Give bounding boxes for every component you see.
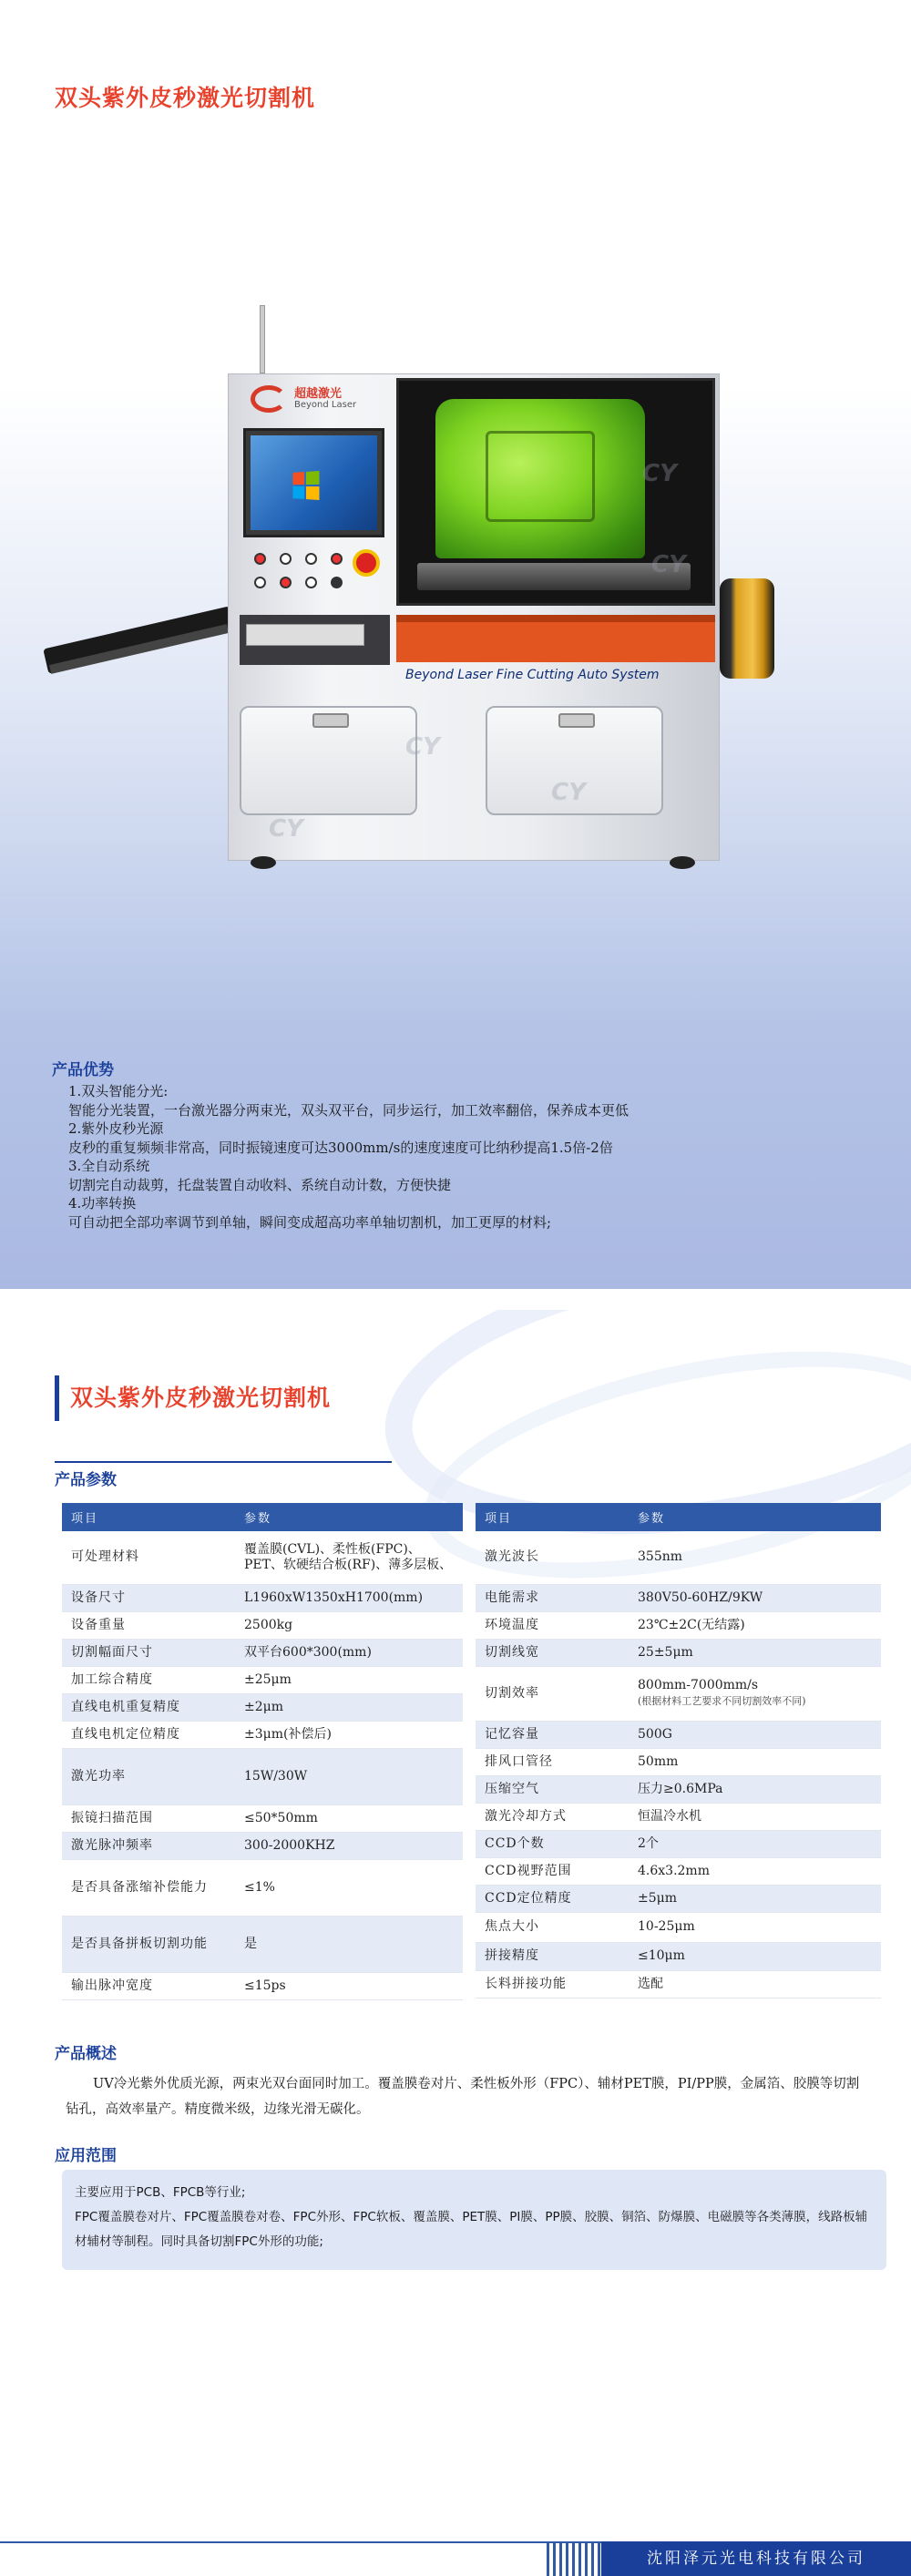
spec-value: 恒温冷水机 — [629, 1803, 881, 1830]
spec-value: ±5μm — [629, 1885, 881, 1912]
advantage-line: 2.紫外皮秒光源 — [68, 1120, 164, 1137]
foot-icon — [670, 856, 695, 869]
watermark: CY — [551, 779, 586, 806]
handle-icon — [312, 713, 349, 728]
logo-subtext: Beyond Laser — [294, 400, 357, 410]
spec-key: 输出脉冲宽度 — [62, 1972, 235, 1999]
red-button-icon — [331, 553, 343, 565]
spec-key: 切割幅面尺寸 — [62, 1639, 235, 1666]
spec-key: CCD定位精度 — [476, 1885, 629, 1912]
hero-title: 双头紫外皮秒激光切割机 — [55, 85, 316, 111]
spec-key: 排风口管径 — [476, 1748, 629, 1775]
machine-caption: Beyond Laser Fine Cutting Auto System — [405, 668, 660, 682]
signal-mast — [260, 305, 265, 373]
advantage-line: 智能分光装置，一台激光器分两束光，双头双平台，同步运行，加工效率翻倍，保养成本更低 — [68, 1101, 630, 1119]
spec-key: 长料拼接功能 — [476, 1970, 629, 1998]
control-buttons — [243, 544, 384, 608]
spec-key: 加工综合精度 — [62, 1666, 235, 1693]
spec-value: 23℃±2C(无结露) — [629, 1611, 881, 1639]
spec-key: 激光功率 — [62, 1748, 235, 1804]
apps-heading: 应用范围 — [55, 2147, 117, 2165]
spec-table-right — [476, 1503, 881, 1998]
left-cabinet — [240, 706, 417, 815]
spec-key: 直线电机重复精度 — [62, 1693, 235, 1721]
spec-value: 50mm — [629, 1748, 881, 1775]
white-button-icon — [280, 553, 292, 565]
spec-key: 拼接精度 — [476, 1942, 629, 1970]
overview-text: UV冷光紫外优质光源，两束光双台面同时加工。覆盖膜卷对片、柔性板外形（FPC）、辅材PET膜，PI/PP膜，金属箔、胶膜等切割钻孔，高效率量产。精度微米级，边缘光滑无碳化。 — [66, 2077, 860, 2117]
spec-value: 300-2000KHZ — [235, 1832, 463, 1859]
apps-line: 主要应用于PCB、FPCB等行业; — [75, 2185, 246, 2200]
spec-value: 2个 — [629, 1830, 881, 1857]
spec-value: 是 — [235, 1916, 463, 1972]
spec-value: 800mm-7000mm/s — [638, 1678, 759, 1692]
spec-value-cell — [629, 1666, 881, 1721]
spec-value: 压力≥0.6MPa — [629, 1775, 881, 1803]
emergency-stop-icon — [353, 549, 380, 577]
spec-value: 25±5μm — [629, 1639, 881, 1666]
logo-text: 超越激光 — [294, 387, 343, 401]
spec-key: 切割效率 — [476, 1666, 629, 1721]
spec-key: 是否具备涨缩补偿能力 — [62, 1859, 235, 1916]
spec-value: ±25μm — [235, 1666, 463, 1693]
spec-value: ±3μm(补偿后) — [235, 1721, 463, 1748]
footer-stripes — [547, 2541, 601, 2576]
spec-key: CCD视野范围 — [476, 1857, 629, 1885]
watermark: CY — [651, 551, 686, 578]
spec-value: 2500kg — [235, 1611, 463, 1639]
params-title-block — [55, 1375, 331, 1421]
red-button-icon — [254, 553, 266, 565]
params-title: 双头紫外皮秒激光切割机 — [70, 1385, 332, 1411]
spec-divider — [55, 1461, 392, 1463]
spec-value: 355nm — [629, 1531, 881, 1584]
col-item-header: 项目 — [62, 1503, 235, 1531]
spec-key: CCD个数 — [476, 1830, 629, 1857]
spec-value: ±2μm — [235, 1693, 463, 1721]
windows-logo-icon — [292, 471, 319, 500]
spec-key: 直线电机定位精度 — [62, 1721, 235, 1748]
advantage-line: 可自动把全部功率调节到单轴，瞬间变成超高功率单轴切割机，加工更厚的材料; — [68, 1213, 552, 1231]
col-item-header: 项目 — [476, 1503, 629, 1531]
advantages-list — [68, 1082, 888, 1232]
spec-key: 记忆容量 — [476, 1721, 629, 1748]
footer — [0, 2541, 911, 2576]
spec-key: 是否具备拼板切割功能 — [62, 1916, 235, 1972]
spec-value: 选配 — [629, 1970, 881, 1998]
red-button-icon — [280, 577, 292, 588]
apps-line: FPC覆盖膜卷对片、FPC覆盖膜卷对卷、FPC外形、FPC软板、覆盖膜、PET膜、PI膜、PP膜、胶膜、铜箔、防爆膜、电磁膜等各类薄膜，线路板辅材辅材等制程。同时具备切割FPC外形的功能; — [75, 2210, 868, 2249]
advantage-line: 切割完自动裁剪，托盘装置自动收料、系统自动计数，方便快捷 — [68, 1176, 452, 1193]
spec-key: 振镜扫描范围 — [62, 1804, 235, 1832]
spec-value: 4.6x3.2mm — [629, 1857, 881, 1885]
logo-mark-icon — [251, 385, 287, 413]
advantage-line: 1.双头智能分光: — [68, 1083, 169, 1099]
machine-monitor — [243, 428, 384, 537]
work-stage — [417, 563, 691, 590]
spec-value: 380V50-60HZ/9KW — [629, 1584, 881, 1611]
spec-table-left — [62, 1503, 463, 2000]
watermark: CY — [642, 460, 677, 487]
spec-value: 双平台600*300(mm) — [235, 1639, 463, 1666]
apps-box — [62, 2170, 886, 2270]
spec-key: 激光冷却方式 — [476, 1803, 629, 1830]
spec-value: ≤1% — [235, 1859, 463, 1916]
spec-value: ≤50*50mm — [235, 1804, 463, 1832]
spec-key: 激光波长 — [476, 1531, 629, 1584]
advantage-line: 4.功率转换 — [68, 1195, 137, 1211]
watermark: CY — [269, 815, 303, 843]
spec-key: 环境温度 — [476, 1611, 629, 1639]
advantage-line: 3.全自动系统 — [68, 1158, 150, 1174]
watermark: CY — [405, 733, 440, 761]
spec-key: 压缩空气 — [476, 1775, 629, 1803]
orange-band — [396, 615, 715, 662]
handle-icon — [558, 713, 595, 728]
spec-value: 10-25μm — [629, 1912, 881, 1942]
spec-key: 设备尺寸 — [62, 1584, 235, 1611]
spec-key: 电能需求 — [476, 1584, 629, 1611]
material-roll — [720, 578, 774, 679]
machine-logo — [232, 378, 385, 424]
key-switch-icon — [331, 577, 343, 588]
spec-value: 覆盖膜(CVL)、柔性板(FPC)、PET、软硬结合板(RF)、薄多层板、 — [235, 1531, 463, 1584]
white-button-icon — [254, 577, 266, 588]
keyboard-icon — [246, 624, 364, 646]
spec-value: ≤10μm — [629, 1942, 881, 1970]
spec-key: 切割线宽 — [476, 1639, 629, 1666]
spec-heading: 产品参数 — [55, 1471, 117, 1489]
advantages-heading: 产品优势 — [52, 1061, 114, 1079]
spec-note: (根据材料工艺要求不同切割效率不同) — [638, 1695, 806, 1707]
foot-icon — [251, 856, 276, 869]
white-button-icon — [305, 577, 317, 588]
laser-chamber — [435, 399, 645, 558]
spec-key: 设备重量 — [62, 1611, 235, 1639]
spec-value: 500G — [629, 1721, 881, 1748]
col-param-header: 参数 — [235, 1503, 463, 1531]
spec-value: 15W/30W — [235, 1748, 463, 1804]
parameters-section — [0, 1310, 911, 2576]
white-button-icon — [305, 553, 317, 565]
spec-key: 可处理材料 — [62, 1531, 235, 1584]
col-param-header: 参数 — [629, 1503, 881, 1531]
spec-key: 激光脉冲频率 — [62, 1832, 235, 1859]
company-name: 沈阳泽元光电科技有限公司 — [601, 2541, 911, 2576]
overview-heading: 产品概述 — [55, 2045, 117, 2063]
spec-key: 焦点大小 — [476, 1912, 629, 1942]
spec-value: L1960xW1350xH1700(mm) — [235, 1584, 463, 1611]
spec-value: ≤15ps — [235, 1972, 463, 1999]
advantage-line: 皮秒的重复频频非常高，同时振镜速度可达3000mm/s的速度速度可比纳秒提高1.5倍-2倍 — [68, 1139, 613, 1156]
